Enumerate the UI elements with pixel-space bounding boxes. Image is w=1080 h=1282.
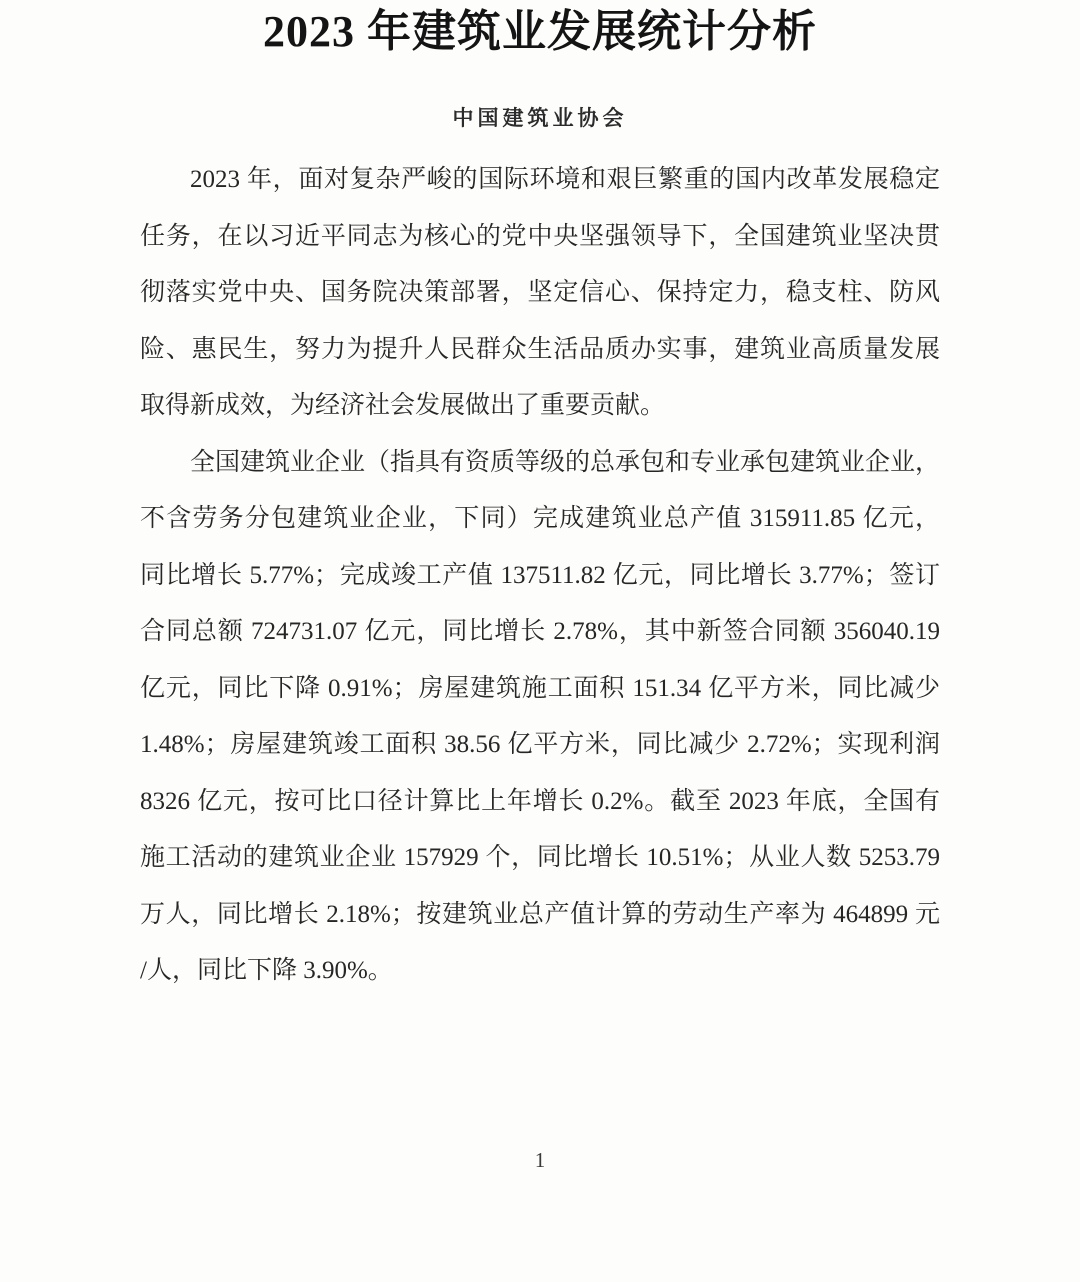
text-line: 取得新成效，为经济社会发展做出了重要贡献。: [140, 392, 666, 419]
text-line: 不含劳务分包建筑业企业，下同）完成建筑业总产值 315911.85 亿元，: [140, 505, 940, 532]
text-line: 2023 年，面对复杂严峻的国际环境和艰巨繁重的国内改革发展稳定: [190, 166, 940, 193]
text-line: 合同总额 724731.07 亿元，同比增长 2.78%，其中新签合同额 356040.19: [140, 618, 940, 645]
text-line: 险、惠民生，努力为提升人民群众生活品质办实事，建筑业高质量发展: [140, 335, 940, 363]
text-line: 任务，在以习近平同志为核心的党中央坚强领导下，全国建筑业坚决贯: [140, 222, 940, 250]
paragraph-intro: [140, 152, 940, 435]
document-title: 2023 年建筑业发展统计分析: [263, 7, 817, 56]
text-line: 同比增长 5.77%；完成竣工产值 137511.82 亿元，同比增长 3.77%；签订: [140, 561, 940, 589]
page-number: 1: [534, 1148, 546, 1172]
text-line: 施工活动的建筑业企业 157929 个，同比增长 10.51%；从业人数 5253.79: [140, 844, 940, 871]
text-line: 万人，同比增长 2.18%；按建筑业总产值计算的劳动生产率为 464899 元: [140, 900, 940, 928]
text-line: 全国建筑业企业（指具有资质等级的总承包和专业承包建筑业企业，: [190, 448, 941, 476]
text-line: 亿元，同比下降 0.91%；房屋建筑施工面积 151.34 亿平方米，同比减少: [140, 674, 940, 702]
text-line: 1.48%；房屋建筑竣工面积 38.56 亿平方米，同比减少 2.72%；实现利润: [140, 731, 940, 758]
text-line: /人，同比下降 3.90%。: [140, 957, 393, 984]
text-line: 彻落实党中央、国务院决策部署，坚定信心、保持定力，稳支柱、防风: [140, 279, 940, 306]
document-body: [140, 152, 940, 1000]
paragraph-statistics: [140, 435, 940, 1000]
document-author: 中国建筑业协会: [452, 106, 628, 130]
text-line: 8326 亿元，按可比口径计算比上年增长 0.2%。截至 2023 年底，全国有: [140, 787, 940, 815]
